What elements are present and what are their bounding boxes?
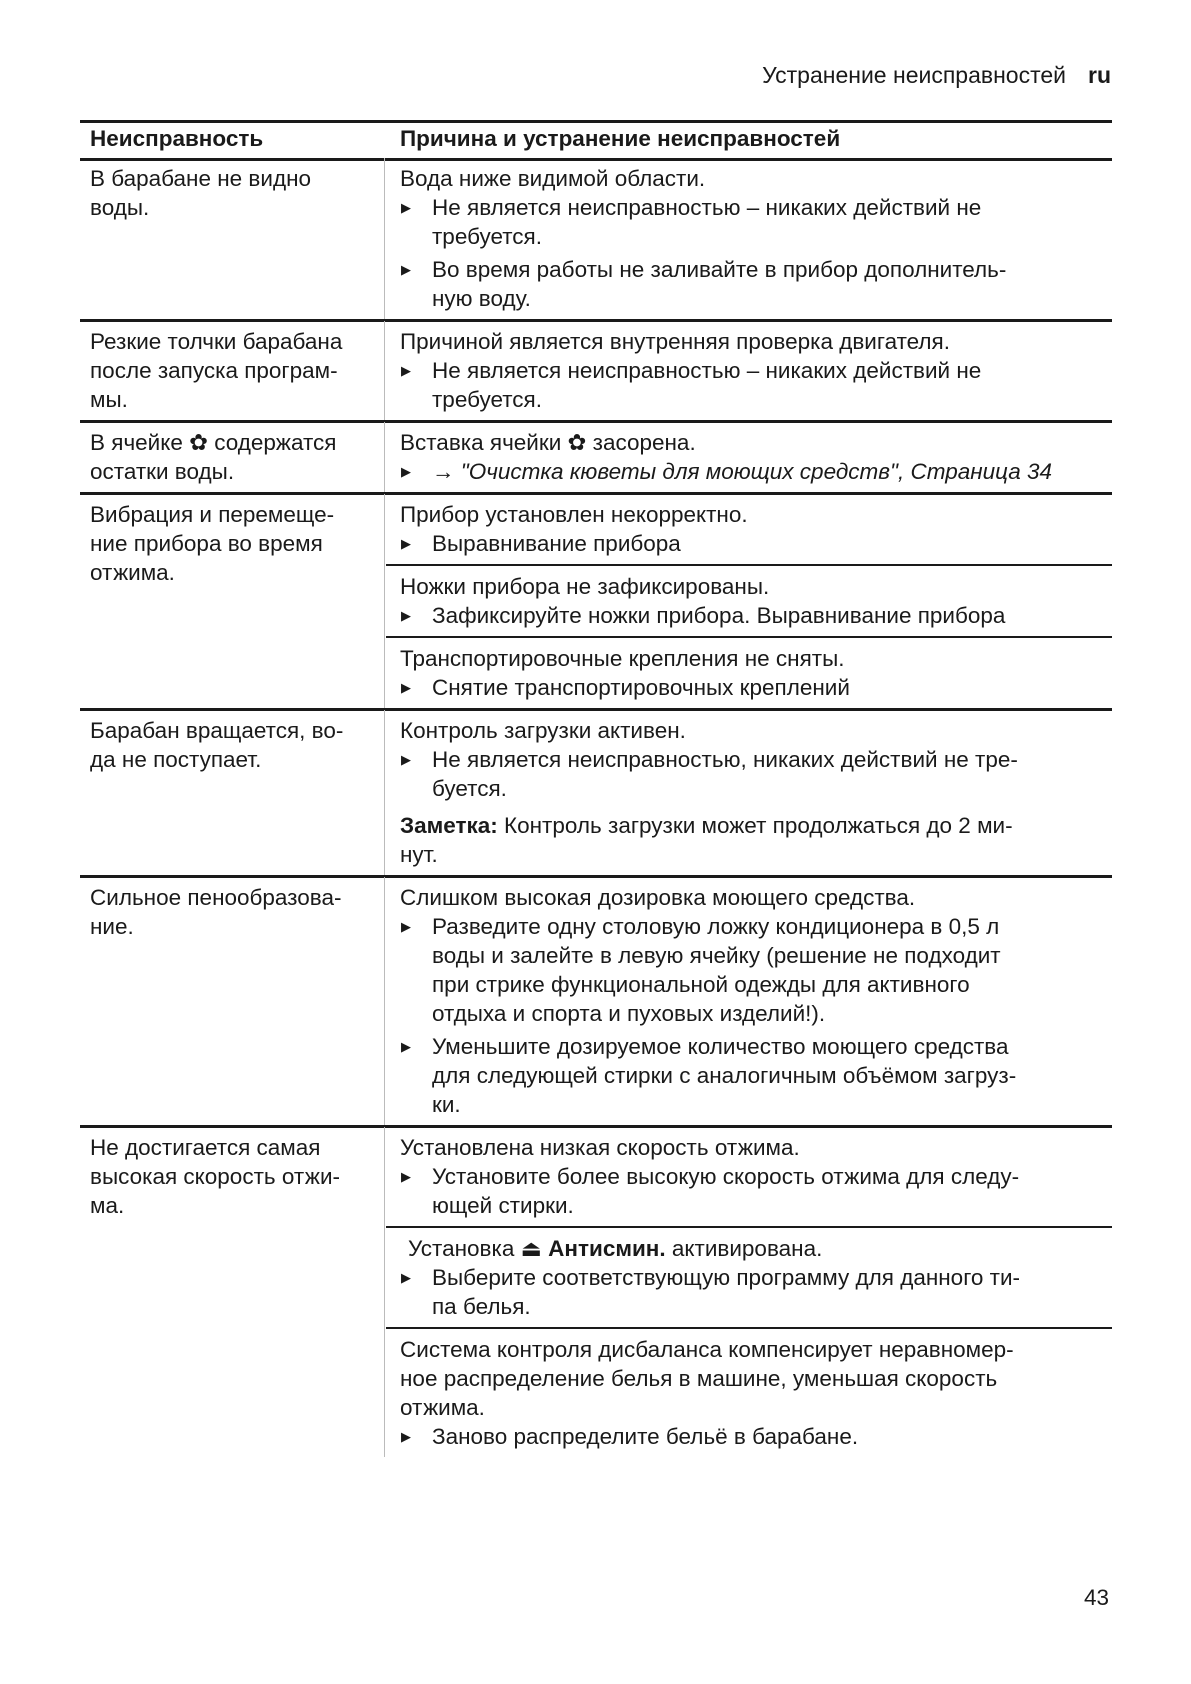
fault-text: В ячейке ✿ содержатся (90, 430, 337, 455)
bullet-text: ки. (432, 1092, 461, 1117)
table-rule (80, 420, 1112, 423)
fault-text: высокая скорость отжи- (90, 1164, 341, 1189)
fault-text: мы. (90, 387, 128, 412)
bullet-triangle-icon: ▶ (401, 262, 411, 277)
table-rule (386, 636, 1112, 638)
column-divider (384, 321, 385, 420)
bullet-text: Не является неисправностью – никаких действий не (432, 358, 982, 383)
table-rule (80, 1125, 1112, 1128)
column-divider (384, 494, 385, 708)
bullet-triangle-icon: ▶ (401, 464, 411, 479)
column-header-cause: Причина и устранение неисправностей (400, 126, 841, 151)
bullet-text: буется. (432, 776, 507, 801)
bullet-triangle-icon: ▶ (401, 1169, 411, 1184)
fault-text: ние прибора во время (90, 531, 323, 556)
fault-text: да не поступает. (90, 747, 262, 772)
page-number: 43 (1083, 1585, 1109, 1610)
bullet-text: ную воду. (432, 286, 531, 311)
fault-text: ма. (90, 1193, 125, 1218)
cause-text: ное распределение белья в машине, уменьшая скорость (400, 1366, 998, 1391)
bullet-text: Уменьшите дозируемое количество моющего средства (432, 1034, 1009, 1059)
language-code: ru (1088, 62, 1111, 88)
column-divider (384, 422, 385, 492)
note (400, 811, 1013, 840)
column-divider (384, 1127, 385, 1457)
fault-text: Резкие толчки барабана (90, 329, 343, 354)
bullet-text: требуется. (432, 387, 542, 412)
column-divider (384, 158, 385, 319)
cause-text: Прибор установлен некорректно. (400, 502, 748, 527)
bullet-text: Во время работы не заливайте в прибор дополнитель- (432, 257, 1007, 282)
table-rule (80, 708, 1112, 711)
table-rule (80, 875, 1112, 878)
table-rule (386, 1226, 1112, 1228)
note-text: нут. (400, 842, 438, 867)
bullet-triangle-icon: ▶ (401, 752, 411, 767)
note-label: Заметка: (400, 813, 505, 838)
cause-text: отжима. (400, 1395, 485, 1420)
bullet-text: воды и залейте в левую ячейку (решение не подходит (432, 943, 1001, 968)
fault-text: Барабан вращается, во- (90, 718, 344, 743)
cross-reference-link: → "Очистка кюветы для моющих средств", Страница 34 (432, 459, 1053, 484)
note-text: Контроль загрузки может продолжаться до 2 ми- (504, 813, 1013, 838)
bullet-triangle-icon: ▶ (401, 200, 411, 215)
cause-text: Транспортировочные крепления не сняты. (400, 646, 845, 671)
bullet-text: отдыха и спорта и пуховых изделий!). (432, 1001, 826, 1026)
bullet-text: Зафиксируйте ножки прибора. Выравнивание прибора (432, 603, 1006, 628)
table-rule (80, 158, 1112, 161)
cause-text (408, 1234, 822, 1264)
cause-text: Причиной является внутренняя проверка двигателя. (400, 329, 950, 354)
bullet-text: Выберите соответствующую программу для данного ти- (432, 1265, 1021, 1290)
bullet-triangle-icon: ▶ (401, 608, 411, 623)
fault-text: ние. (90, 914, 134, 939)
fault-text: В барабане не видно (90, 166, 312, 191)
cause-text-post: активирована. (671, 1236, 823, 1261)
bullet-text: Установите более высокую скорость отжима для следу- (432, 1164, 1020, 1189)
table-rule (80, 319, 1112, 322)
bullet-text: Выравнивание прибора (432, 531, 681, 556)
fault-text: после запуска програм- (90, 358, 338, 383)
cause-text: Вставка ячейки ✿ засорена. (400, 430, 696, 455)
cause-text: Вода ниже видимой области. (400, 166, 706, 191)
bullet-text: Снятие транспортировочных креплений (432, 675, 850, 700)
fault-text: Не достигается самая (90, 1135, 321, 1160)
running-header (762, 62, 1111, 89)
bullet-text: Заново распределите бельё в барабане. (432, 1424, 859, 1449)
fault-text: отжима. (90, 560, 175, 585)
bullet-text: Не является неисправностью, никаких действий не тре- (432, 747, 1018, 772)
cause-text-pre: Установка (408, 1236, 521, 1261)
bullet-triangle-icon: ▶ (401, 1429, 411, 1444)
cause-text: Слишком высокая дозировка моющего средства. (400, 885, 916, 910)
fault-text: Вибрация и перемеще- (90, 502, 335, 527)
bullet-triangle-icon: ▶ (401, 536, 411, 551)
column-divider (384, 710, 385, 875)
section-title: Устранение неисправностей (762, 62, 1066, 88)
table-rule (386, 564, 1112, 566)
bullet-text: ющей стирки. (432, 1193, 574, 1218)
bullet-triangle-icon: ▶ (401, 363, 411, 378)
fault-text: воды. (90, 195, 150, 220)
bullet-text: Не является неисправностью – никаких действий не (432, 195, 982, 220)
bullet-text: Разведите одну столовую ложку кондиционера в 0,5 л (432, 914, 1000, 939)
bullet-triangle-icon: ▶ (401, 1039, 411, 1054)
bullet-text: при стрике функциональной одежды для активного (432, 972, 970, 997)
bullet-triangle-icon: ▶ (401, 680, 411, 695)
table-rule (80, 120, 1112, 123)
cause-text: Ножки прибора не зафиксированы. (400, 574, 770, 599)
fault-text: Сильное пенообразова- (90, 885, 342, 910)
bullet-text: требуется. (432, 224, 542, 249)
bullet-text: для следующей стирки с аналогичным объёмом загруз- (432, 1063, 1017, 1088)
program-name: Антисмин. (541, 1236, 672, 1261)
table-rule (80, 492, 1112, 495)
column-header-fault: Неисправность (90, 126, 264, 151)
table-rule (386, 1327, 1112, 1329)
fault-text: остатки воды. (90, 459, 235, 484)
cause-text: Установлена низкая скорость отжима. (400, 1135, 800, 1160)
cause-text: Система контроля дисбаланса компенсирует неравномер- (400, 1337, 1014, 1362)
column-divider (384, 877, 385, 1125)
cause-text: Контроль загрузки активен. (400, 718, 686, 743)
bullet-triangle-icon: ▶ (401, 919, 411, 934)
bullet-text: па белья. (432, 1294, 531, 1319)
iron-icon: ⏏ (520, 1236, 542, 1262)
bullet-triangle-icon: ▶ (401, 1270, 411, 1285)
